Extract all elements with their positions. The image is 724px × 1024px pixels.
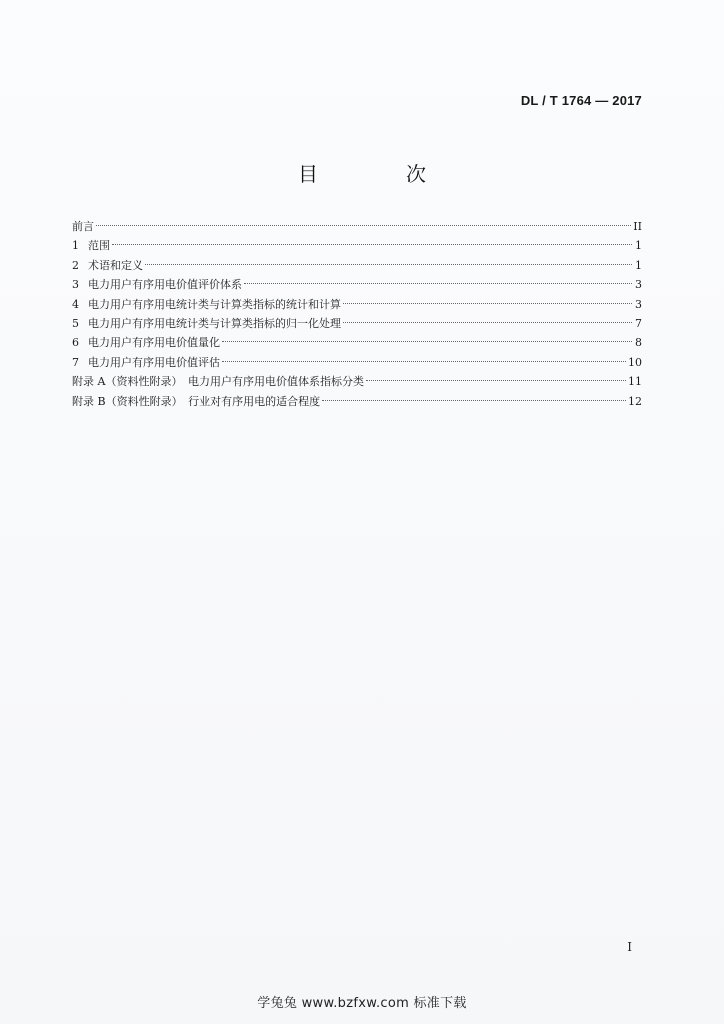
toc-entry-number: 2 xyxy=(72,258,79,272)
toc-entry-page: 11 xyxy=(628,375,642,389)
toc-entry-page: 3 xyxy=(635,278,642,292)
toc-entry-number: 6 xyxy=(72,336,79,350)
toc-entry-label: 术语和定义 xyxy=(88,258,143,272)
toc-entry-page: 7 xyxy=(635,316,642,330)
toc-entry-page: 3 xyxy=(635,297,642,311)
toc-entry-number: 4 xyxy=(72,297,79,311)
toc-dot-leader xyxy=(145,264,632,265)
toc-entry-label: 附录 B（资料性附录） 行业对有序用电的适合程度 xyxy=(72,394,321,408)
toc-entry-label: 电力用户有序用电统计类与计算类指标的归一化处理 xyxy=(88,316,341,330)
toc-entry xyxy=(72,217,642,236)
toc-entry xyxy=(72,333,642,352)
toc-entry-page: 1 xyxy=(635,239,642,253)
toc-entry xyxy=(72,372,642,391)
page-number: I xyxy=(627,940,632,954)
footer-text: 学兔兔 www.bzfxw.com 标准下载 xyxy=(257,996,467,1011)
toc-dot-leader xyxy=(244,283,632,284)
toc-entry-label: 电力用户有序用电价值评估 xyxy=(88,355,220,369)
document-code: DL / T 1764 — 2017 xyxy=(520,93,642,108)
toc-dot-leader xyxy=(96,225,631,226)
table-of-contents-title: 目 次 xyxy=(298,162,460,186)
toc-dot-leader xyxy=(222,341,632,342)
toc-entry-number: 5 xyxy=(72,316,79,330)
toc-entry-page: 12 xyxy=(628,394,642,408)
toc-entry xyxy=(72,392,642,411)
toc-entry xyxy=(72,256,642,275)
toc-dot-leader xyxy=(366,380,626,381)
toc-entry-page: II xyxy=(633,220,642,233)
toc-entry-number: 7 xyxy=(72,355,79,369)
toc-entry xyxy=(72,295,642,314)
toc-entry-label: 范围 xyxy=(88,239,110,253)
toc-entry-label: 电力用户有序用电价值量化 xyxy=(88,336,220,350)
toc-dot-leader xyxy=(322,400,626,401)
toc-dot-leader xyxy=(222,361,626,362)
toc-entry-label: 附录 A（资料性附录） 电力用户有序用电价值体系指标分类 xyxy=(72,375,364,389)
toc-entry xyxy=(72,275,642,294)
table-of-contents xyxy=(72,217,642,411)
toc-entry xyxy=(72,236,642,255)
toc-entry-number: 1 xyxy=(72,239,79,253)
toc-entry-label: 电力用户有序用电统计类与计算类指标的统计和计算 xyxy=(88,297,341,311)
toc-dot-leader xyxy=(112,244,632,245)
toc-entry-label: 电力用户有序用电价值评价体系 xyxy=(88,278,242,292)
toc-entry xyxy=(72,314,642,333)
toc-entry-label: 前言 xyxy=(72,220,94,233)
toc-entry-number: 3 xyxy=(72,278,79,292)
toc-dot-leader xyxy=(343,303,632,304)
toc-entry-page: 10 xyxy=(628,355,642,369)
toc-entry-page: 1 xyxy=(635,258,642,272)
toc-entry xyxy=(72,353,642,372)
toc-dot-leader xyxy=(343,322,632,323)
toc-entry-page: 8 xyxy=(635,336,642,350)
